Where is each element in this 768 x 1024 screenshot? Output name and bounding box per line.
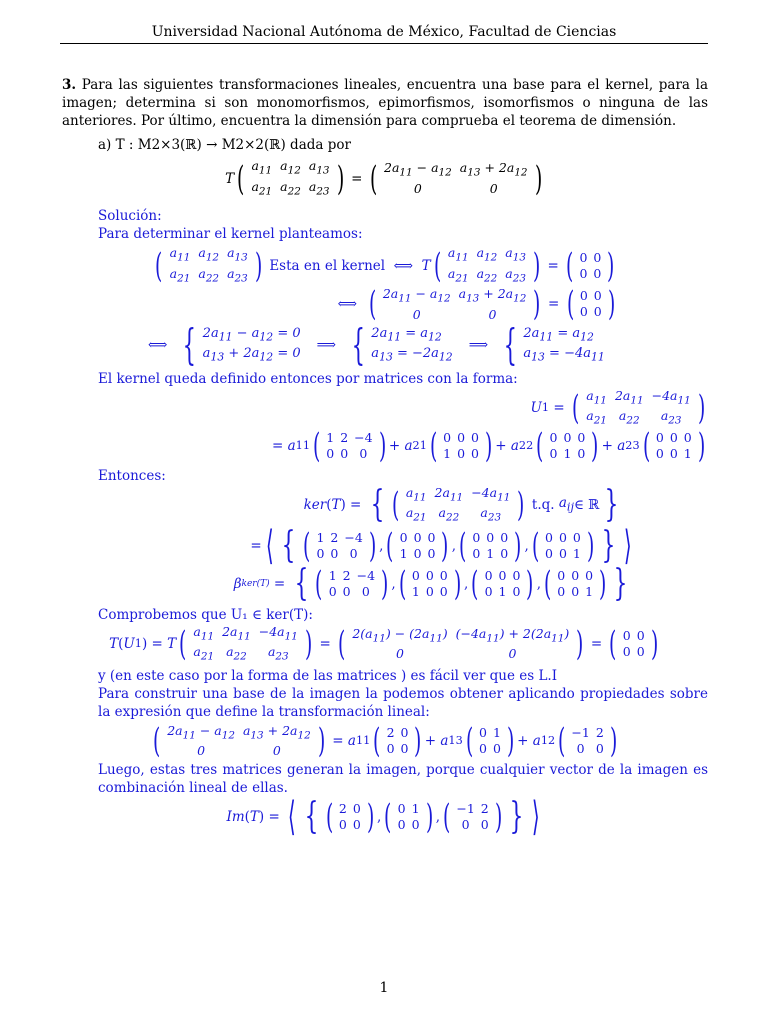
check-computation: T ( U 1 ) = T ( $a_{11}$ $2a_{11}$ $-4a_{11}$ $a_{21}$ $a_{22}$ $a_{23}$ ) = ( $2(a_{11}) - (2a_{11})$ $(-4a_{11}) + 2(2a_{11})$ 0 0 ) = ( 0 0 0 0 ) xyxy=(109,623,658,665)
problem-number: 3. xyxy=(62,77,77,93)
u1-decomposition: = a 11 ( 1 2 −4 0 0 0 ) + a 21 ( 0 0 0 1 0 0 ) + a 22 ( 0 0 0 0 1 0 ) + a 23 ( 0 0 0 0 0 1 ) xyxy=(272,425,706,466)
kernel-basis: β ker(T) = { ( 1 2 −4 0 0 0 ) , ( 0 0 0 1 0 0 ) , ( 0 0 0 0 1 0 ) , ( 0 0 0 0 0 1 ) } xyxy=(233,562,628,604)
solution-label: Solución: xyxy=(98,208,162,224)
kernel-intro: Para determinar el kernel planteamos: xyxy=(98,226,363,242)
problem-statement xyxy=(62,76,708,130)
page-header: Universidad Nacional Autónoma de México, Facultad de Ciencias xyxy=(151,24,617,40)
kernel-span: = ⟨ { ( 1 2 −4 0 0 0 ) , ( 0 0 0 1 0 0 ) , ( 0 0 0 0 1 0 ) , ( 0 0 0 0 0 1 ) } ⟩ xyxy=(250,522,632,569)
u1-definition: U 1 = ( $a_{11}$ $2a_{11}$ $-4a_{11}$ $a_{21}$ $a_{22}$ $a_{23}$ ) xyxy=(530,387,706,429)
kernel-set: ker ( T ) = { ( $a_{11}$ $2a_{11}$ $-4a_{11}$ $a_{21}$ $a_{22}$ $a_{23}$ ) t.q. $a_{ij}$ ∈ ℝ } xyxy=(303,484,618,526)
image-span: Im ( T ) = ⟨ { ( 2 0 0 0 ) , ( 0 1 0 0 ) , ( −1 2 0 0 ) } ⟩ xyxy=(226,794,540,841)
then-text: Entonces: xyxy=(98,467,166,484)
li-note: y (en este caso por la forma de las matrices ) es fácil ver que es L.I xyxy=(98,667,558,684)
in-kernel-text: Esta en el kernel xyxy=(269,257,386,274)
solution-block xyxy=(62,207,708,841)
kernel-systems: ⟺ { $2a_{11} - a_{12} = 0$ $a_{13} + 2a_{12} = 0$ ⟹ { $2a_{11} = a_{12}$ $a_{13} = -2a_{12}$ ⟹ { $2a_{11} = a_{12}$ $a_{13} = -4a_{11}$ xyxy=(148,320,605,370)
page-body xyxy=(62,76,708,841)
image-gen-text: Luego, estas tres matrices generan la imagen, porque cualquier vector de la imagen es combinación lineal de ellas. xyxy=(98,762,708,797)
kernel-form-text: El kernel queda definido entonces por matrices con la forma: xyxy=(98,370,518,387)
image-intro: Para construir una base de la imagen la podemos obtener aplicando propiedades sobre la expresión que define la transformación lineal: xyxy=(98,685,708,720)
header-rule xyxy=(60,43,708,44)
check-text: Comprobemos que U₁ ∈ ker(T): xyxy=(98,606,313,623)
transformation-definition: T ( $a_{11}$ $a_{12}$ $a_{13}$ $a_{21}$ $a_{22}$ $a_{23}$ ) = ( $2a_{11} - a_{12}$ $a_{13} + 2a_{12}$ 0 0 ) xyxy=(225,158,542,199)
problem-text: Para las siguientes transformaciones lineales, encuentra una base para el kernel, para la imagen; determina si son monomorfismos, epimorfismos, isomorfismos o ninguna de las anteriores. Por último, encuentra la dimensión para comprueba el teorema de dimensión. xyxy=(62,77,708,129)
kernel-equivalence: ⟺ ( $2a_{11} - a_{12}$ $a_{13} + 2a_{12}$ 0 0 ) = ( 0 0 0 0 ) xyxy=(337,284,616,325)
kernel-condition: ( $a_{11}$ $a_{12}$ $a_{13}$ $a_{21}$ $a_{22}$ $a_{23}$ ) Esta en el kernel ⟺ T ( $a_{11}$ $a_{12}$ $a_{13}$ $a_{21}$ $a_{22}$ $a_{23}$ ) = ( 0 0 0 0 ) xyxy=(155,245,615,286)
tq-text: t.q. xyxy=(531,497,555,514)
part-a-label: a) T : M2×3(ℝ) → M2×2(ℝ) dada por xyxy=(98,137,351,153)
image-decomposition: ( $2a_{11} - a_{12}$ $a_{13} + 2a_{12}$ 0 0 ) = a 11 ( 2 0 0 0 ) + a 13 ( 0 1 0 0 ) + a 12 ( −1 2 0 0 ) xyxy=(152,720,618,761)
page-number: 1 xyxy=(379,980,389,996)
